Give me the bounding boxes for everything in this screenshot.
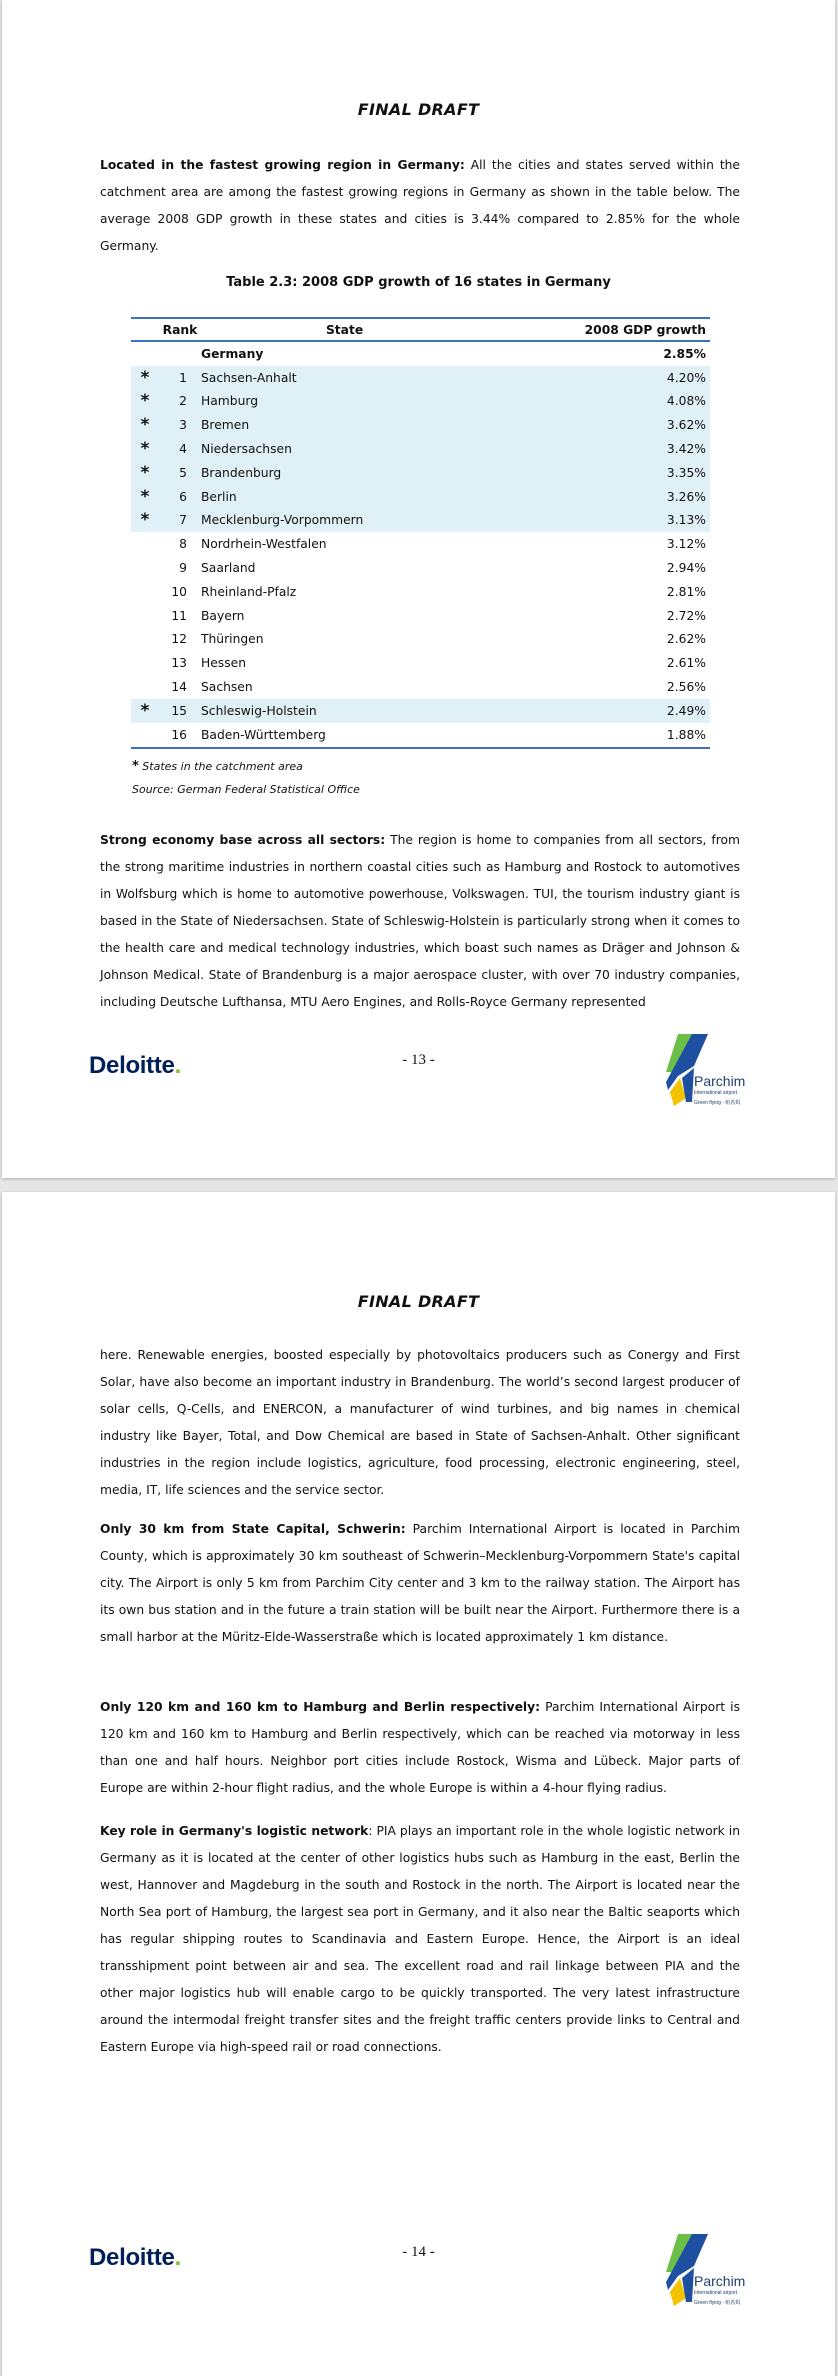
state-cell: Bremen xyxy=(201,413,488,437)
hamburg-berlin-text: Parchim International Airport is 120 km and 160 km to Hamburg and Berlin respectively, which can be reached via motorway in less than one and half hours. Neighbor port cities include Rostock, Wisma and Lübeck. Major parts of Europe are within 2-hour flight radius, and the whole Europe is within a 4-hour flying radius. xyxy=(100,1700,740,1795)
gdp-cell: 4.08% xyxy=(488,390,710,414)
gdp-column-header: 2008 GDP growth xyxy=(488,318,710,341)
state-cell: Germany xyxy=(201,346,264,361)
logo-subtitle: International airport xyxy=(694,1090,738,1096)
state-cell: Niedersachsen xyxy=(201,437,488,461)
intro-text: All the cities and states served within the catchment area are among the fastest growing regions in Germany as shown in the table below. The average 2008 GDP growth in these states and cities is 3.44% compared to 2.85% for the whole Germany. xyxy=(100,158,740,253)
table-row xyxy=(131,699,710,723)
rank-cell: 8 xyxy=(179,537,187,552)
document-page-13 xyxy=(2,0,835,1178)
table-header-row xyxy=(131,318,710,341)
hamburg-berlin-paragraph xyxy=(100,1694,740,1802)
catchment-star-marker: * xyxy=(131,390,159,414)
state-cell: Thüringen xyxy=(201,632,264,647)
deloitte-logo: Deloitte. xyxy=(89,2244,181,2271)
table-row xyxy=(131,461,710,485)
page-number: - 13 - xyxy=(402,1052,435,1068)
footnote-star: * xyxy=(132,759,139,774)
rank-cell: 2 xyxy=(159,390,201,414)
catchment-star-marker: * xyxy=(131,366,159,390)
rank-column-header: Rank xyxy=(159,318,201,341)
rank-cell: 1 xyxy=(159,366,201,390)
logo-tagline: Green flying · 帕希姆 xyxy=(694,1100,741,1106)
rank-cell: 9 xyxy=(179,561,187,576)
final-draft-label: FINAL DRAFT xyxy=(357,100,480,119)
logistics-paragraph xyxy=(100,1818,740,2061)
table-row xyxy=(131,509,710,533)
intro-heading: Located in the fastest growing region in Germany: xyxy=(100,158,465,172)
catchment-star-marker: * xyxy=(131,485,159,509)
schwerin-heading: Only 30 km from State Capital, Schwerin: xyxy=(100,1522,406,1536)
gdp-cell: 2.62% xyxy=(666,632,706,647)
table-row xyxy=(131,485,710,509)
renewables-paragraph: here. Renewable energies, boosted especially by photovoltaics producers such as Conergy and First Solar, have also become an important industry in Brandenburg. The world’s second largest producer of solar cells, Q-Cells, and ENERCON, a manufacturer of wind turbines, and big names in chemical industry like Bayer, Total, and Dow Chemical are based in State of Sachsen-Anhalt. Other significant industries in the region include logistics, agriculture, food processing, electronic engineering, steel, media, IT, life sciences and the service sector. xyxy=(100,1348,740,1497)
catchment-star-marker: * xyxy=(131,509,159,533)
schwerin-paragraph xyxy=(100,1516,740,1651)
final-draft-label: FINAL DRAFT xyxy=(357,1292,480,1311)
table-row xyxy=(131,413,710,437)
gdp-cell: 3.62% xyxy=(488,413,710,437)
footnote-text: States in the catchment area xyxy=(138,760,303,773)
table-row xyxy=(131,723,710,748)
hamburg-berlin-heading: Only 120 km and 160 km to Hamburg and Berlin respectively: xyxy=(100,1700,541,1714)
rank-cell: 15 xyxy=(159,699,201,723)
rank-cell: 13 xyxy=(171,656,187,671)
state-cell: Sachsen xyxy=(201,680,253,695)
deloitte-logo: Deloitte. xyxy=(89,1052,181,1079)
state-cell: Baden-Württemberg xyxy=(201,723,488,748)
table-row xyxy=(131,556,710,580)
catchment-star-marker xyxy=(131,556,159,580)
state-cell: Bayern xyxy=(201,608,245,623)
catchment-star-marker: * xyxy=(131,699,159,723)
state-cell: Nordrhein-Westfalen xyxy=(201,537,327,552)
table-row xyxy=(131,651,710,675)
rank-cell: 5 xyxy=(159,461,201,485)
catchment-star-marker: * xyxy=(131,437,159,461)
catchment-star-marker xyxy=(131,532,159,556)
table-row xyxy=(131,628,710,652)
gdp-cell: 2.94% xyxy=(666,561,706,576)
gdp-cell: 3.26% xyxy=(488,485,710,509)
table-source: Source: German Federal Statistical Office xyxy=(132,783,360,796)
catchment-star-marker xyxy=(131,723,159,748)
gdp-growth-table xyxy=(131,317,710,749)
table-row xyxy=(131,675,710,699)
parchim-airport-logo xyxy=(664,1032,754,1110)
catchment-star-marker: * xyxy=(131,461,159,485)
rank-cell: 3 xyxy=(159,413,201,437)
catchment-star-marker xyxy=(131,675,159,699)
economy-paragraph xyxy=(100,827,740,1016)
state-column-header: State xyxy=(201,318,488,341)
logistics-text: : PIA plays an important role in the whole logistic network in Germany as it is located at the center of other logistics hubs such as Hamburg in the east, Berlin the west, Hannover and Magdeburg in the south and Rostock in the north. The Airport is located near the North Sea port of Hamburg, the largest sea port in Germany, and it also near the Baltic seaports which has regular shipping routes to Scandinavia and Eastern Europe. Hence, the Airport is an ideal transshipment point between air and sea. The excellent road and rail linkage between PIA and the other major logistics hub will enable cargo to be quickly transported. The very latest infrastructure around the intermodal freight transfer sites and the freight traffic centers provide links to Central and Eastern Europe via high-speed rail or road connections. xyxy=(100,1824,740,2054)
gdp-cell: 2.61% xyxy=(666,656,706,671)
table-row xyxy=(131,437,710,461)
logo-tagline: Green flying · 帕希姆 xyxy=(694,2300,741,2306)
schwerin-text: Parchim International Airport is located in Parchim County, which is approximately 30 km southeast of Schwerin–Mecklenburg-Vorpommern State's capital city. The Airport is only 5 km from Parchim City center and 3 km to the railway station. The Airport has its own bus station and in the future a train station will be built near the Airport. Furthermore there is a small harbor at the Müritz-Elde-Wasserstraße which is located approximately 1 km distance. xyxy=(100,1522,740,1644)
gdp-cell: 4.20% xyxy=(488,366,710,390)
table-row xyxy=(131,580,710,604)
logo-subtitle: International airport xyxy=(694,2290,738,2296)
state-cell: Hamburg xyxy=(201,390,488,414)
table-row-germany-total xyxy=(131,341,710,366)
logistics-heading: Key role in Germany's logistic network xyxy=(100,1824,369,1838)
rank-cell: 16 xyxy=(159,723,201,748)
economy-heading: Strong economy base across all sectors: xyxy=(100,833,386,847)
gdp-cell: 3.35% xyxy=(488,461,710,485)
rank-cell: 6 xyxy=(159,485,201,509)
catchment-star-marker: * xyxy=(131,413,159,437)
catchment-star-marker xyxy=(131,651,159,675)
page-number: - 14 - xyxy=(402,2244,435,2260)
gdp-cell: 3.42% xyxy=(488,437,710,461)
rank-cell: 10 xyxy=(171,584,187,599)
logo-name: Parchim xyxy=(694,1073,746,1089)
rank-cell: 7 xyxy=(159,509,201,533)
document-page-14 xyxy=(2,1192,835,2376)
gdp-cell: 1.88% xyxy=(488,723,710,748)
intro-paragraph xyxy=(100,152,740,260)
gdp-cell: 3.12% xyxy=(666,537,706,552)
catchment-star-marker xyxy=(131,628,159,652)
catchment-star-marker xyxy=(131,604,159,628)
catchment-star-marker xyxy=(131,580,159,604)
state-cell: Sachsen-Anhalt xyxy=(201,366,488,390)
state-cell: Hessen xyxy=(201,656,246,671)
gdp-cell: 2.49% xyxy=(488,699,710,723)
rank-cell: 14 xyxy=(171,680,187,695)
gdp-cell: 3.13% xyxy=(488,509,710,533)
rank-cell: 12 xyxy=(171,632,187,647)
table-caption: Table 2.3: 2008 GDP growth of 16 states in Germany xyxy=(226,275,611,290)
parchim-airport-logo xyxy=(664,2232,754,2310)
table-footnote xyxy=(132,759,303,774)
gdp-cell: 2.81% xyxy=(666,584,706,599)
table-row xyxy=(131,366,710,390)
gdp-cell: 2.85% xyxy=(663,346,706,361)
star-column-header xyxy=(131,318,159,341)
table-row xyxy=(131,532,710,556)
logo-name: Parchim xyxy=(694,2273,746,2289)
state-cell: Schleswig-Holstein xyxy=(201,699,488,723)
gdp-cell: 2.72% xyxy=(666,608,706,623)
gdp-cell: 2.56% xyxy=(666,680,706,695)
rank-cell: 4 xyxy=(159,437,201,461)
table-row xyxy=(131,390,710,414)
economy-text: The region is home to companies from all sectors, from the strong maritime industries in northern coastal cities such as Hamburg and Rostock to automotives in Wolfsburg which is home to automotive powerhouse, Volkswagen. TUI, the tourism industry giant is based in the State of Niedersachsen. State of Schleswig-Holstein is particularly strong when it comes to the health care and medical technology industries, which boast such names as Dräger and Johnson & Johnson Medical. State of Brandenburg is a major aerospace cluster, with over 70 industry companies, including Deutsche Lufthansa, MTU Aero Engines, and Rolls-Royce Germany represented xyxy=(100,833,741,1009)
state-cell: Saarland xyxy=(201,561,256,576)
rank-cell: 11 xyxy=(171,608,187,623)
state-cell: Rheinland-Pfalz xyxy=(201,584,297,599)
state-cell: Berlin xyxy=(201,485,488,509)
state-cell: Mecklenburg-Vorpommern xyxy=(201,509,488,533)
state-cell: Brandenburg xyxy=(201,461,488,485)
table-row xyxy=(131,604,710,628)
